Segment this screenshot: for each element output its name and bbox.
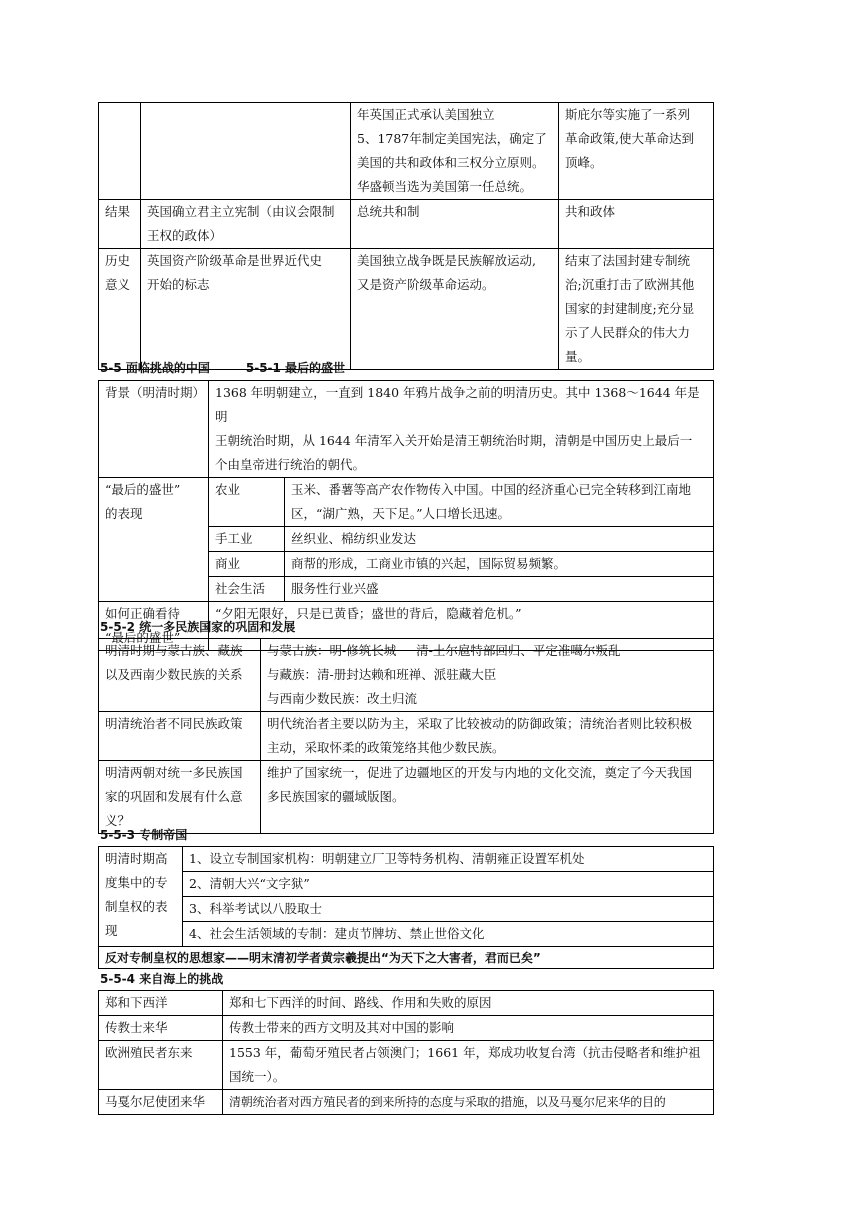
thinker-footer: 反对专制皇权的思想家——明末清初学者黄宗羲提出“为天下之大害者，君而已矣” [99, 947, 714, 969]
item-text-commerce: 商帮的形成，工商业市镇的兴起，国际贸易频繁。 [285, 552, 714, 577]
challenge-label: 传教士来华 [99, 1016, 223, 1041]
manifestation-label: “最后的盛世” 的表现 [99, 478, 209, 602]
usa-result: 总统共和制 [351, 200, 559, 249]
table-row [99, 478, 714, 527]
challenge-text: 1553 年，葡萄牙殖民者占领澳门；1661 年，郑成功收复台湾（抗击侵略者和维护祖 国统一）。 [223, 1041, 714, 1090]
subsection-title: 5-5-1 最后的盛世 [245, 361, 346, 375]
section-title: 5-5 面临挑战的中国 [100, 361, 210, 375]
challenge-text: 传教士带来的西方文明及其对中国的影响 [223, 1016, 714, 1041]
relations-text: 与蒙古族：明-修筑长城 清-土尔扈特部回归、平定准噶尔叛乱 与藏族：清-册封达赖和班禅、派驻藏大臣 与西南少数民族：改土归流 [261, 639, 714, 712]
table-row [99, 947, 714, 969]
england-result: 英国确立君主立宪制（由议会限制 王权的政体） [141, 200, 351, 249]
table-row [99, 872, 714, 897]
challenge-text: 郑和七下西洋的时间、路线、作用和失败的原因 [223, 991, 714, 1016]
background-label: 背景（明清时期） [99, 381, 209, 478]
sea-challenge-table [98, 990, 714, 1115]
england-cell [141, 103, 351, 200]
significance-text: 维护了国家统一，促进了边疆地区的开发与内地的文化交流，奠定了今天我国 多民族国家的疆域版图。 [261, 761, 714, 834]
table-row [99, 991, 714, 1016]
section-heading-5-5-2 [100, 618, 295, 636]
row-label [99, 103, 141, 200]
revolutions-table [98, 102, 714, 370]
autocracy-table [98, 846, 714, 969]
subsection-title: 5-5-3 专制帝国 [100, 828, 188, 842]
challenge-label: 欧洲殖民者东来 [99, 1041, 223, 1090]
background-text: 1368 年明朝建立，一直到 1840 年鸦片战争之前的明清历史。其中 1368～1644 年是明 王朝统治时期，从 1644 年清军入关开始是清王朝统治时期，清朝是中国历史上最后一 个由皇帝进行统治的朝代。 [209, 381, 714, 478]
section-heading-5-5-3 [100, 826, 187, 844]
table-row [99, 1016, 714, 1041]
autocracy-item: 3、科举考试以八股取士 [183, 897, 714, 922]
table-row [99, 712, 714, 761]
policy-label: 明清统治者不同民族政策 [99, 712, 261, 761]
france-result: 共和政体 [559, 200, 714, 249]
item-name-handicraft: 手工业 [209, 527, 285, 552]
autocracy-label: 明清时期高 度集中的专 制皇权的表 现 [99, 847, 183, 947]
usa-cell: 年英国正式承认美国独立 5、1787年制定美国宪法，确定了 美国的共和政体和三权分立原则。 华盛顿当选为美国第一任总统。 [351, 103, 559, 200]
challenge-text: 清朝统治者对西方殖民者的到来所持的态度与采取的措施，以及马戛尔尼来华的目的 [223, 1090, 714, 1115]
subsection-title: 5-5-4 来自海上的挑战 [100, 972, 224, 986]
table-row [99, 249, 714, 370]
view-label: 如何正确看待 “最后的盛世” [99, 602, 209, 651]
subsection-title: 5-5-2 统一多民族国家的巩固和发展 [100, 620, 296, 634]
section-heading-5-5 [100, 359, 345, 377]
item-name-agriculture: 农业 [209, 478, 285, 527]
view-text: “夕阳无限好，只是已黄昏；盛世的背后，隐藏着危机。” [209, 602, 714, 651]
usa-significance: 美国独立战争既是民族解放运动, 又是资产阶级革命运动。 [351, 249, 559, 370]
challenge-label: 郑和下西洋 [99, 991, 223, 1016]
autocracy-item: 4、社会生活领域的专制：建贞节牌坊、禁止世俗文化 [183, 922, 714, 947]
table-row [99, 200, 714, 249]
row-label-result: 结果 [99, 200, 141, 249]
item-text-agriculture: 玉米、番薯等高产农作物传入中国。中国的经济重心已完全转移到江南地 区，“湖广熟，天下足。”人口增长迅速。 [285, 478, 714, 527]
policy-text: 明代统治者主要以防为主，采取了比较被动的防御政策；清统治者则比较积极 主动，采取怀柔的政策笼络其他少数民族。 [261, 712, 714, 761]
section-heading-5-5-4 [100, 970, 223, 988]
significance-label: 明清两朝对统一多民族国 家的巩固和发展有什么意 义？ [99, 761, 261, 834]
challenge-label: 马戛尔尼使团来华 [99, 1090, 223, 1115]
table-row [99, 103, 714, 200]
prosperity-table [98, 380, 714, 651]
france-cell: 斯庇尔等实施了一系列 革命政策,使大革命达到 顶峰。 [559, 103, 714, 200]
ethnic-relations-table [98, 638, 714, 834]
item-name-social-life: 社会生活 [209, 577, 285, 602]
autocracy-item: 1、设立专制国家机构：明朝建立厂卫等特务机构、清朝雍正设置军机处 [183, 847, 714, 872]
row-label-significance: 历史 意义 [99, 249, 141, 370]
table-row [99, 922, 714, 947]
item-name-commerce: 商业 [209, 552, 285, 577]
england-significance: 英国资产阶级革命是世界近代史 开始的标志 [141, 249, 351, 370]
table-row [99, 897, 714, 922]
autocracy-item: 2、清朝大兴“文字狱” [183, 872, 714, 897]
table-row [99, 1090, 714, 1115]
france-significance: 结束了法国封建专制统 治;沉重打击了欧洲其他 国家的封建制度;充分显 示了人民群众的伟大力 量。 [559, 249, 714, 370]
table-row [99, 761, 714, 834]
table-row [99, 639, 714, 712]
table-row [99, 847, 714, 872]
item-text-social-life: 服务性行业兴盛 [285, 577, 714, 602]
item-text-handicraft: 丝织业、棉纺织业发达 [285, 527, 714, 552]
table-row [99, 381, 714, 478]
table-row [99, 1041, 714, 1090]
relations-label: 明清时期与蒙古族、藏族 以及西南少数民族的关系 [99, 639, 261, 712]
